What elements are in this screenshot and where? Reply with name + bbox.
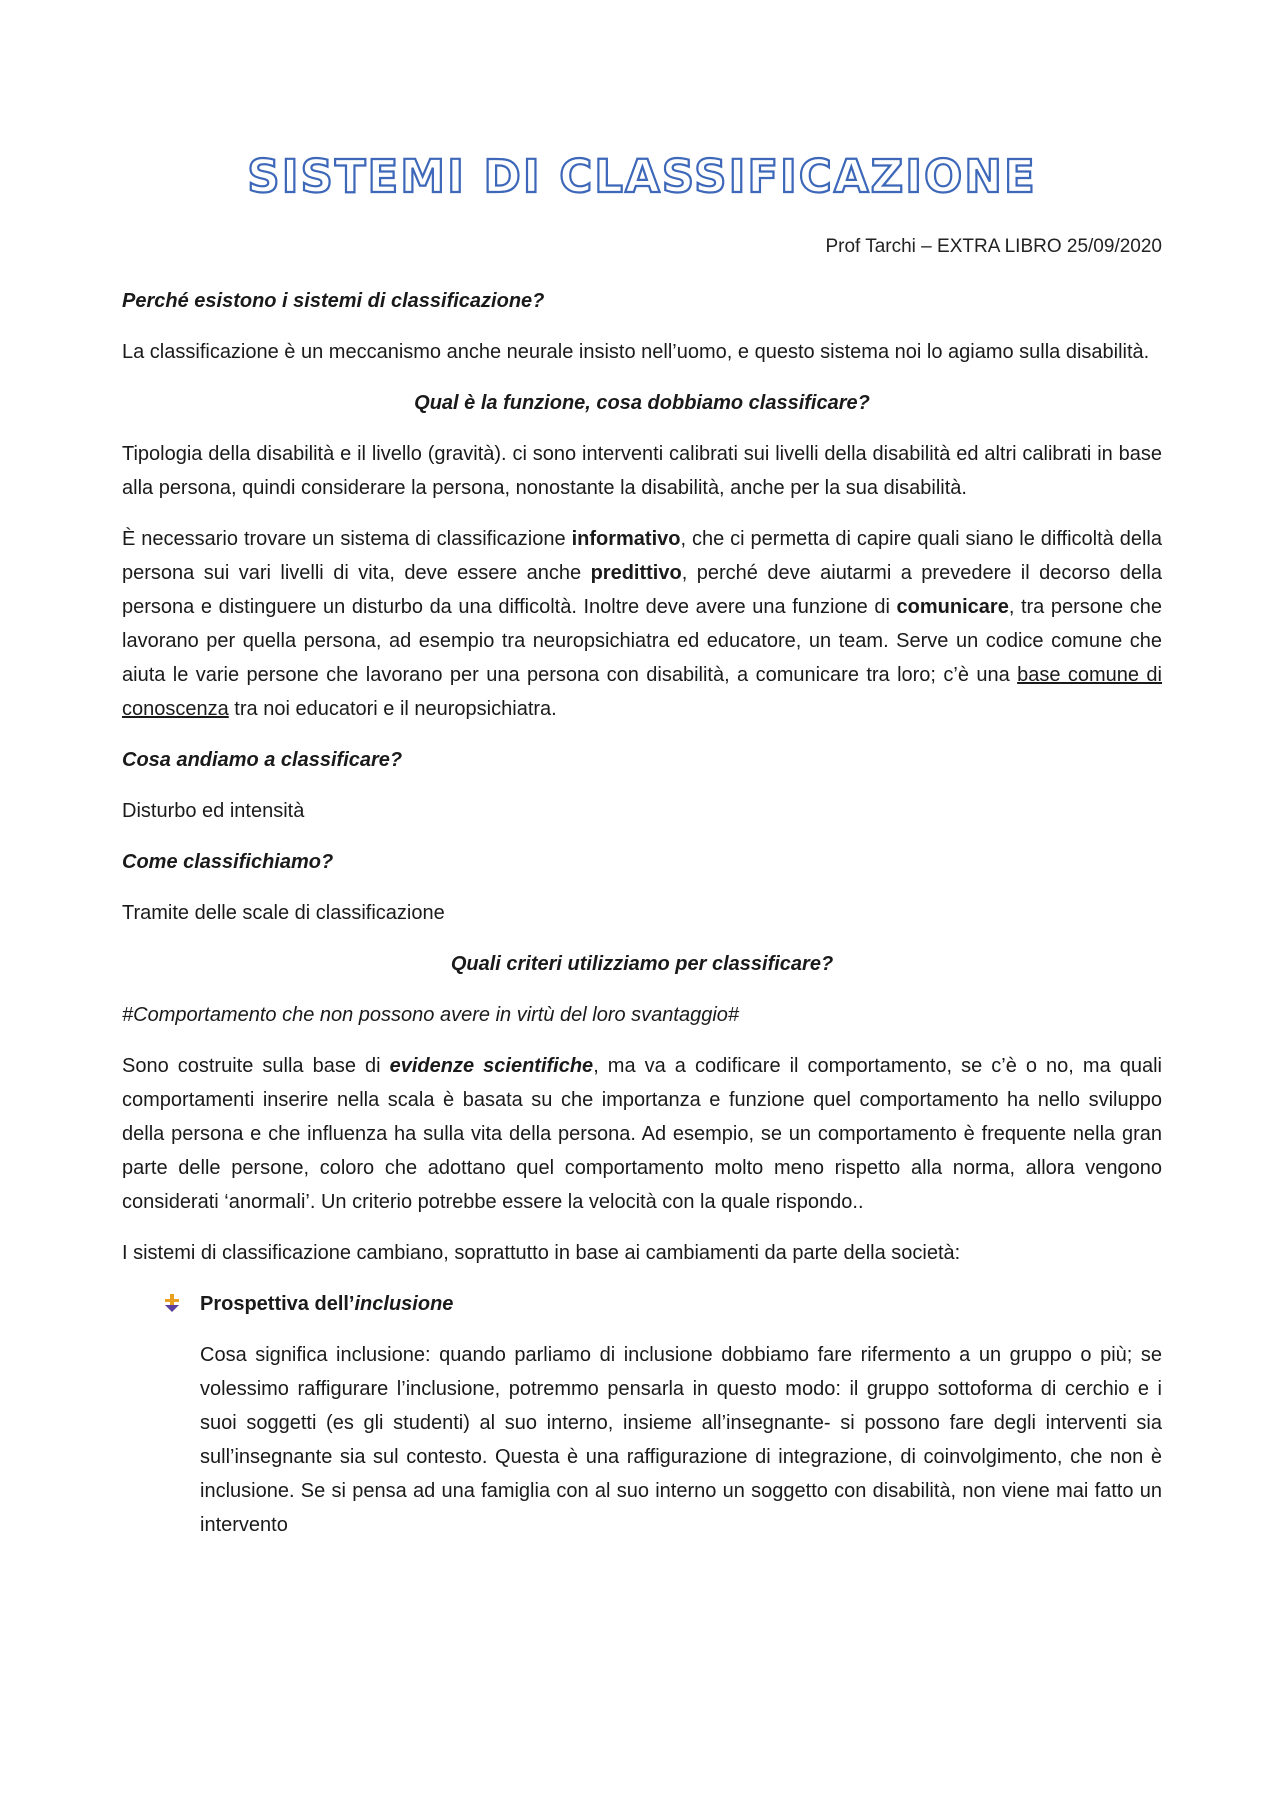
question-heading-centered: Quali criteri utilizziamo per classificare? bbox=[450, 953, 834, 975]
text-run: È necessario trovare un sistema di classificazione bbox=[122, 528, 572, 550]
question-heading: Come classifichiamo? bbox=[122, 851, 334, 873]
question-heading-centered: Qual è la funzione, cosa dobbiamo classificare? bbox=[414, 392, 870, 414]
underlined-term: base comune di conoscenza bbox=[122, 664, 1162, 720]
paragraph: Disturbo ed intensità bbox=[122, 800, 305, 822]
text-run: , che ci permetta di capire quali siano le difficoltà della persona sui vari livelli di vita, deve essere anche bbox=[122, 528, 1162, 584]
author-date-line: Prof Tarchi – EXTRA LIBRO 25/09/2020 bbox=[825, 236, 1162, 257]
hashtag-note: #Comportamento che non possono avere in virtù del loro svantaggio# bbox=[122, 1004, 740, 1026]
paragraph: I sistemi di classificazione cambiano, soprattutto in base ai cambiamenti da parte della società: bbox=[122, 1242, 961, 1264]
paragraph: Tipologia della disabilità e il livello (gravità). ci sono interventi calibrati sui livelli della disabilità ed altri calibrati in base alla persona, quindi considerare la persona, nonostante la disabilità, anche per la sua disabilità. bbox=[122, 443, 1162, 499]
arrow-down-plus-icon bbox=[162, 1293, 182, 1313]
text-run: Sono costruite sulla base di bbox=[122, 1055, 390, 1077]
paragraph: La classificazione è un meccanismo anche neurale insisto nell’uomo, e questo sistema noi lo agiamo sulla disabilità. bbox=[122, 341, 1150, 363]
bullet-heading bbox=[200, 1287, 1162, 1321]
document-body bbox=[122, 284, 1162, 1559]
text-run: Prospettiva dell’ bbox=[200, 1293, 355, 1315]
paragraph bbox=[122, 1049, 1162, 1219]
document-title: SISTEMI DI CLASSIFICAZIONE bbox=[247, 150, 1037, 203]
bold-term: informativo bbox=[571, 528, 681, 550]
bullet-list-item bbox=[200, 1287, 1162, 1542]
bold-italic-term: evidenze scientifiche bbox=[389, 1055, 594, 1077]
bold-term: predittivo bbox=[590, 562, 682, 584]
paragraph bbox=[122, 522, 1162, 726]
question-heading: Perché esistono i sistemi di classificazione? bbox=[122, 290, 545, 312]
italic-term: inclusione bbox=[354, 1293, 454, 1315]
question-heading: Cosa andiamo a classificare? bbox=[122, 749, 403, 771]
paragraph: Tramite delle scale di classificazione bbox=[122, 902, 445, 924]
text-run: , tra persone che lavorano per quella persona, ad esempio tra neuropsichiatra ed educatore, un team. Serve un codice comune che aiuta le varie persone che lavorano per una persona con disabilità, a comunicare tra loro; c’è una bbox=[122, 596, 1162, 686]
bold-term: comunicare bbox=[896, 596, 1009, 618]
text-run: , ma va a codificare il comportamento, se c’è o no, ma quali comportamenti inserire nella scala è basata su che importanza e funzione quel comportamento ha nello sviluppo della persona e che influenza ha sulla vita della persona. Ad esempio, se un comportamento è frequente nella gran parte delle persone, coloro che adottano quel comportamento molto meno rispetto alla norma, allora vengono considerati ‘anormali’. Un criterio potrebbe essere la velocità con la quale rispondo.. bbox=[122, 1055, 1162, 1213]
bullet-body-text: Cosa significa inclusione: quando parliamo di inclusione dobbiamo fare rifermento a un gruppo o più; se volessimo raffigurare l’inclusione, potremmo pensarla in questo modo: il gruppo sottoforma di cerchio e i suoi soggetti (es gli studenti) al suo interno, insieme all’insegnante- si possono fare degli interventi sia sull’insegnante sia sul contesto. Questa è una raffigurazione di integrazione, di coinvolgimento, che non è inclusione. Se si pensa ad una famiglia con al suo interno un soggetto con disabilità, non viene mai fatto un intervento bbox=[200, 1344, 1162, 1536]
text-run: tra noi educatori e il neuropsichiatra. bbox=[228, 698, 557, 720]
text-run: , perché deve aiutarmi a prevedere il decorso della persona e distinguere un disturbo da una difficoltà. Inoltre deve avere una funzione di bbox=[122, 562, 1162, 618]
bullet-crossbar bbox=[165, 1299, 179, 1302]
bullet-arrowhead bbox=[165, 1305, 179, 1312]
